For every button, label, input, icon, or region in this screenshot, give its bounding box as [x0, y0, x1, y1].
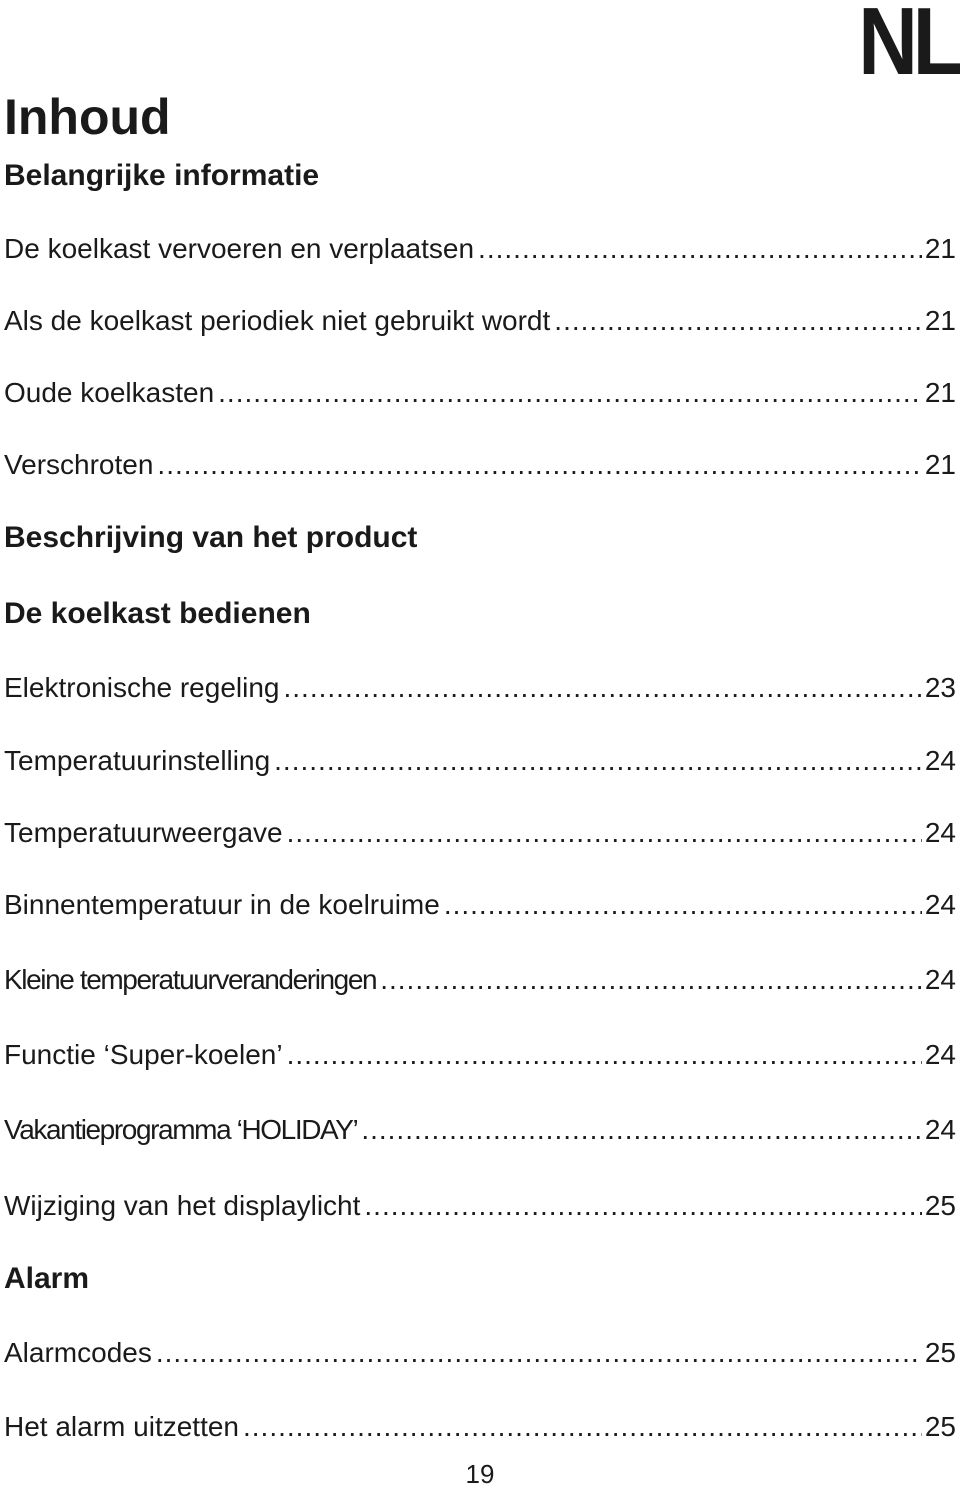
toc-entry-label: Temperatuurinstelling	[4, 745, 271, 776]
toc-entry-label: Binnentemperatuur in de koelruime	[4, 889, 440, 920]
toc-leader-dots	[274, 741, 922, 781]
toc-entry-page: 24	[924, 964, 956, 995]
language-code: NL	[858, 0, 958, 95]
toc-entry-page: 24	[924, 889, 956, 920]
toc-entry-label: Alarmcodes	[4, 1337, 152, 1368]
toc-entry[interactable]	[4, 301, 956, 341]
toc-entry[interactable]	[4, 445, 956, 485]
toc-entry-page: 23	[924, 672, 956, 703]
toc-entry-label: Vakantieprogramma ‘HOLIDAY’	[4, 1114, 358, 1145]
toc-entry-page: 24	[924, 745, 956, 776]
toc-entry-label: Elektronische regeling	[4, 672, 280, 703]
toc-entry[interactable]	[4, 813, 956, 853]
toc-entry[interactable]	[4, 373, 956, 413]
toc-entry-label: Verschroten	[4, 449, 154, 480]
toc-entry[interactable]	[4, 1407, 956, 1447]
toc-entry[interactable]	[4, 1110, 956, 1150]
toc-leader-dots	[287, 1035, 922, 1075]
toc-heading-belangrijke-informatie: Belangrijke informatie	[4, 159, 320, 192]
toc-entry-label: Kleine temperatuurveranderingen	[4, 964, 377, 995]
page-number: 19	[465, 1459, 495, 1489]
toc-entry-label: Functie ‘Super-koelen’	[4, 1039, 283, 1070]
toc-heading-alarm: Alarm	[4, 1262, 90, 1295]
page-title: Inhoud	[4, 89, 171, 145]
toc-entry-page: 21	[924, 377, 956, 408]
toc-entry[interactable]	[4, 1333, 956, 1373]
toc-entry-label: De koelkast vervoeren en verplaatsen	[4, 233, 475, 264]
toc-entry[interactable]	[4, 1186, 956, 1226]
toc-leader-dots	[478, 229, 922, 269]
toc-heading-beschrijving: Beschrijving van het product	[4, 521, 418, 554]
toc-entry-page: 24	[924, 817, 956, 848]
toc-entry-label: Het alarm uitzetten	[4, 1411, 239, 1442]
toc-entry[interactable]	[4, 885, 956, 925]
toc-entry[interactable]	[4, 1035, 956, 1075]
toc-leader-dots	[156, 1333, 922, 1373]
toc-entry-page: 25	[924, 1411, 956, 1442]
toc-entry[interactable]	[4, 960, 956, 1000]
toc-entry[interactable]	[4, 668, 956, 708]
toc-entry[interactable]	[4, 229, 956, 269]
toc-entry[interactable]	[4, 741, 956, 781]
toc-leader-dots	[284, 668, 922, 708]
toc-entry-page: 21	[924, 305, 956, 336]
toc-entry-label: Wijziging van het displaylicht	[4, 1190, 361, 1221]
toc-leader-dots	[218, 373, 922, 413]
toc-entry-page: 21	[924, 233, 956, 264]
toc-entry-page: 24	[924, 1114, 956, 1145]
toc-entry-page: 21	[924, 449, 956, 480]
toc-entry-label: Als de koelkast periodiek niet gebruikt wordt	[4, 305, 551, 336]
toc-leader-dots	[380, 960, 922, 1000]
toc-leader-dots	[243, 1407, 922, 1447]
toc-leader-dots	[364, 1186, 921, 1226]
toc-entry-page: 24	[924, 1039, 956, 1070]
toc-leader-dots	[444, 885, 922, 925]
toc-heading-koelkast-bedienen: De koelkast bedienen	[4, 597, 311, 630]
toc-leader-dots	[554, 301, 922, 341]
toc-entry-label: Oude koelkasten	[4, 377, 215, 408]
toc-leader-dots	[361, 1110, 922, 1150]
toc-leader-dots	[157, 445, 921, 485]
toc-leader-dots	[287, 813, 922, 853]
toc-entry-label: Temperatuurweergave	[4, 817, 283, 848]
toc-entry-page: 25	[924, 1337, 956, 1368]
toc-entry-page: 25	[924, 1190, 956, 1221]
